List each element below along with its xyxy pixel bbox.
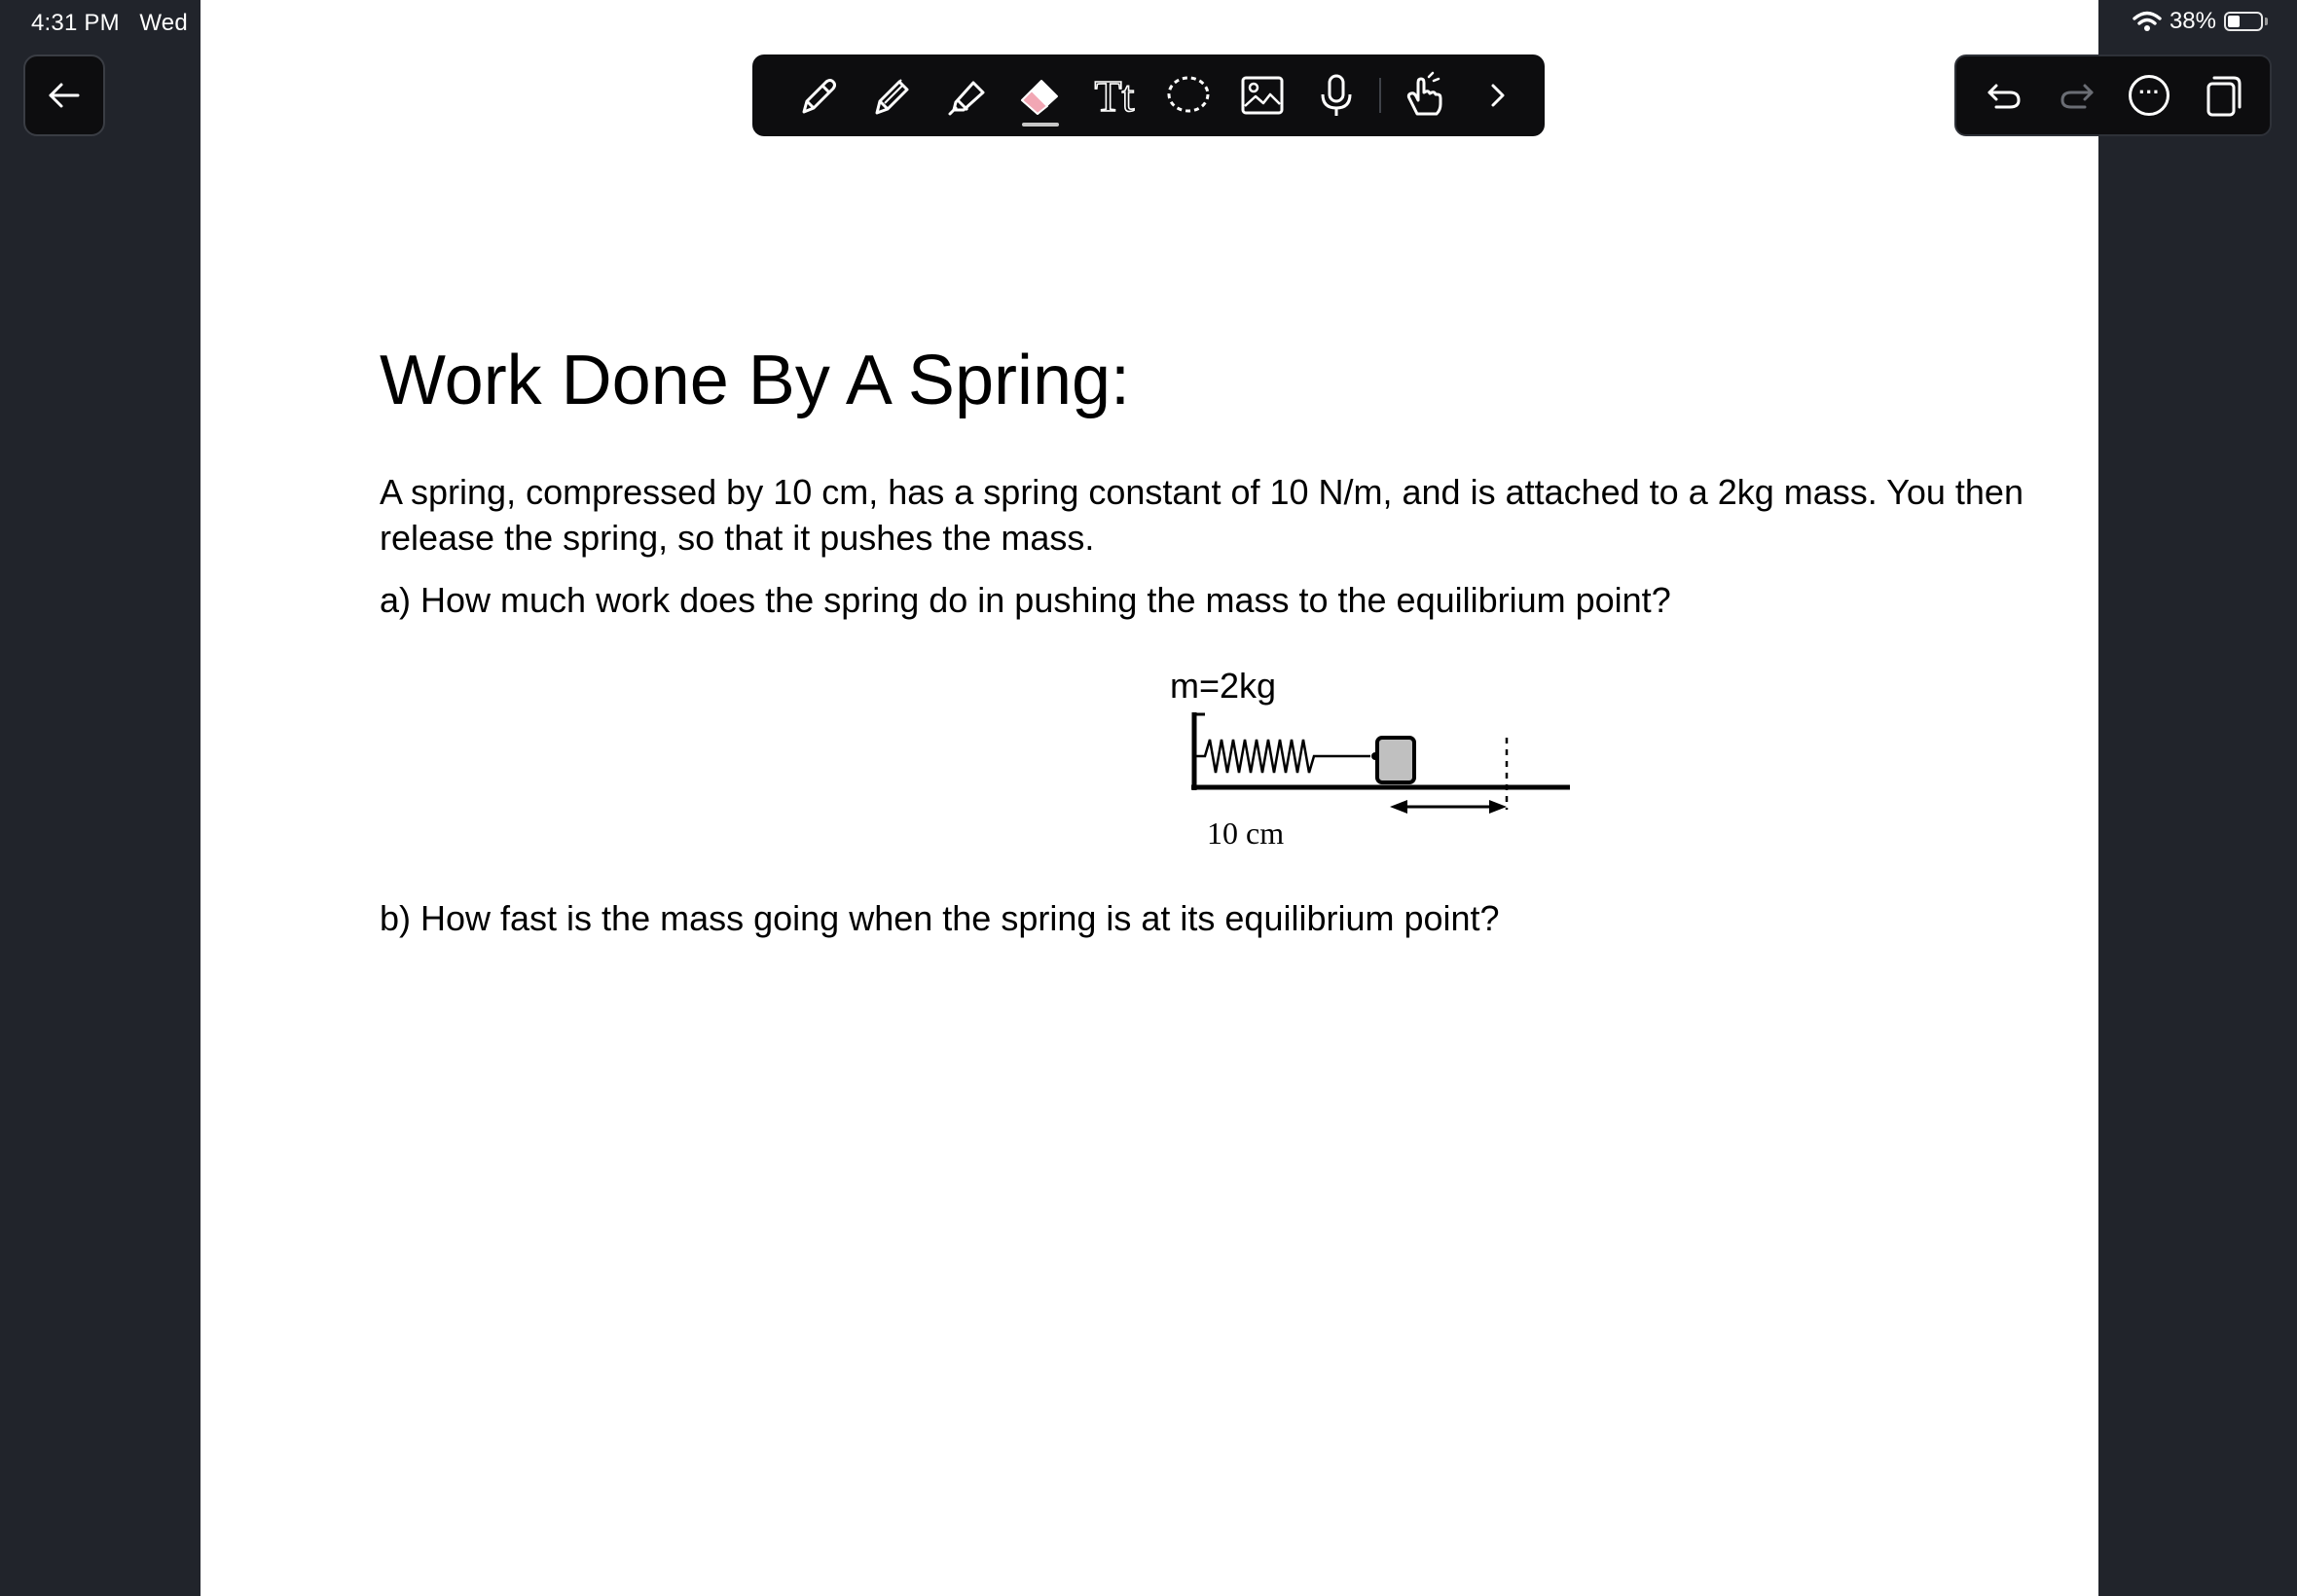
microphone-tool[interactable]	[1299, 54, 1373, 136]
status-time	[31, 10, 188, 37]
question-b: b) How fast is the mass going when the spring is at its equilibrium point?	[380, 898, 1500, 938]
more-icon	[2129, 75, 2169, 116]
spring-diagram	[973, 654, 1596, 878]
toolbar-divider	[1379, 78, 1381, 113]
touch-tool[interactable]	[1387, 54, 1461, 136]
pencil-icon	[868, 71, 917, 120]
arrow-left-icon	[45, 76, 84, 115]
question-a: a) How much work does the spring do in pushing the mass to the equilibrium point?	[380, 580, 1671, 620]
drawing-toolbar	[752, 54, 1545, 136]
image-icon	[1238, 71, 1287, 120]
spring	[1196, 740, 1370, 773]
back-button[interactable]	[23, 54, 105, 136]
pen-tool[interactable]	[782, 54, 856, 136]
wifi-icon	[2133, 10, 2162, 33]
battery-icon	[2224, 12, 2268, 31]
page-title: Work Done By A Spring:	[380, 342, 1131, 419]
problem-statement: A spring, compressed by 10 cm, has a spring constant of 10 N/m, and is attached to a 2kg mass. You then release the spring, so that it pushes the mass.	[380, 472, 2024, 558]
pages-icon	[2201, 72, 2243, 119]
day-label: Wed	[139, 10, 188, 36]
mass-label: m=2kg	[1170, 666, 1277, 706]
expand-toolbar-button[interactable]	[1461, 54, 1535, 136]
time-label: 4:31 PM	[31, 10, 120, 36]
undo-icon	[1983, 74, 2025, 117]
distance-label: 10 cm	[1207, 816, 1285, 851]
chevron-right-icon	[1483, 76, 1513, 115]
eraser-tool[interactable]	[1003, 54, 1077, 136]
redo-icon	[2056, 74, 2098, 117]
pen-icon	[794, 71, 843, 120]
battery-percent: 38%	[2169, 8, 2216, 34]
image-tool[interactable]	[1225, 54, 1299, 136]
status-right	[2133, 8, 2268, 35]
hand-pointer-icon	[1400, 71, 1448, 120]
text-tool[interactable]	[1077, 54, 1151, 136]
battery-fill	[2228, 16, 2240, 27]
mass-block	[1377, 738, 1414, 782]
more-button[interactable]	[2118, 64, 2180, 127]
right-toolbar	[1954, 54, 2272, 136]
undo-button[interactable]	[1973, 64, 2035, 127]
eraser-icon	[1016, 71, 1065, 120]
highlighter-icon	[942, 71, 991, 120]
lasso-tool[interactable]	[1151, 54, 1225, 136]
microphone-icon	[1312, 71, 1361, 120]
highlighter-tool[interactable]	[930, 54, 1003, 136]
more-glyph: ···	[2138, 80, 2161, 104]
pages-button[interactable]	[2191, 64, 2253, 127]
pencil-tool[interactable]	[856, 54, 930, 136]
text-tool-icon: Tt	[1094, 70, 1135, 121]
lasso-icon	[1164, 71, 1213, 120]
redo-button[interactable]	[2046, 64, 2108, 127]
